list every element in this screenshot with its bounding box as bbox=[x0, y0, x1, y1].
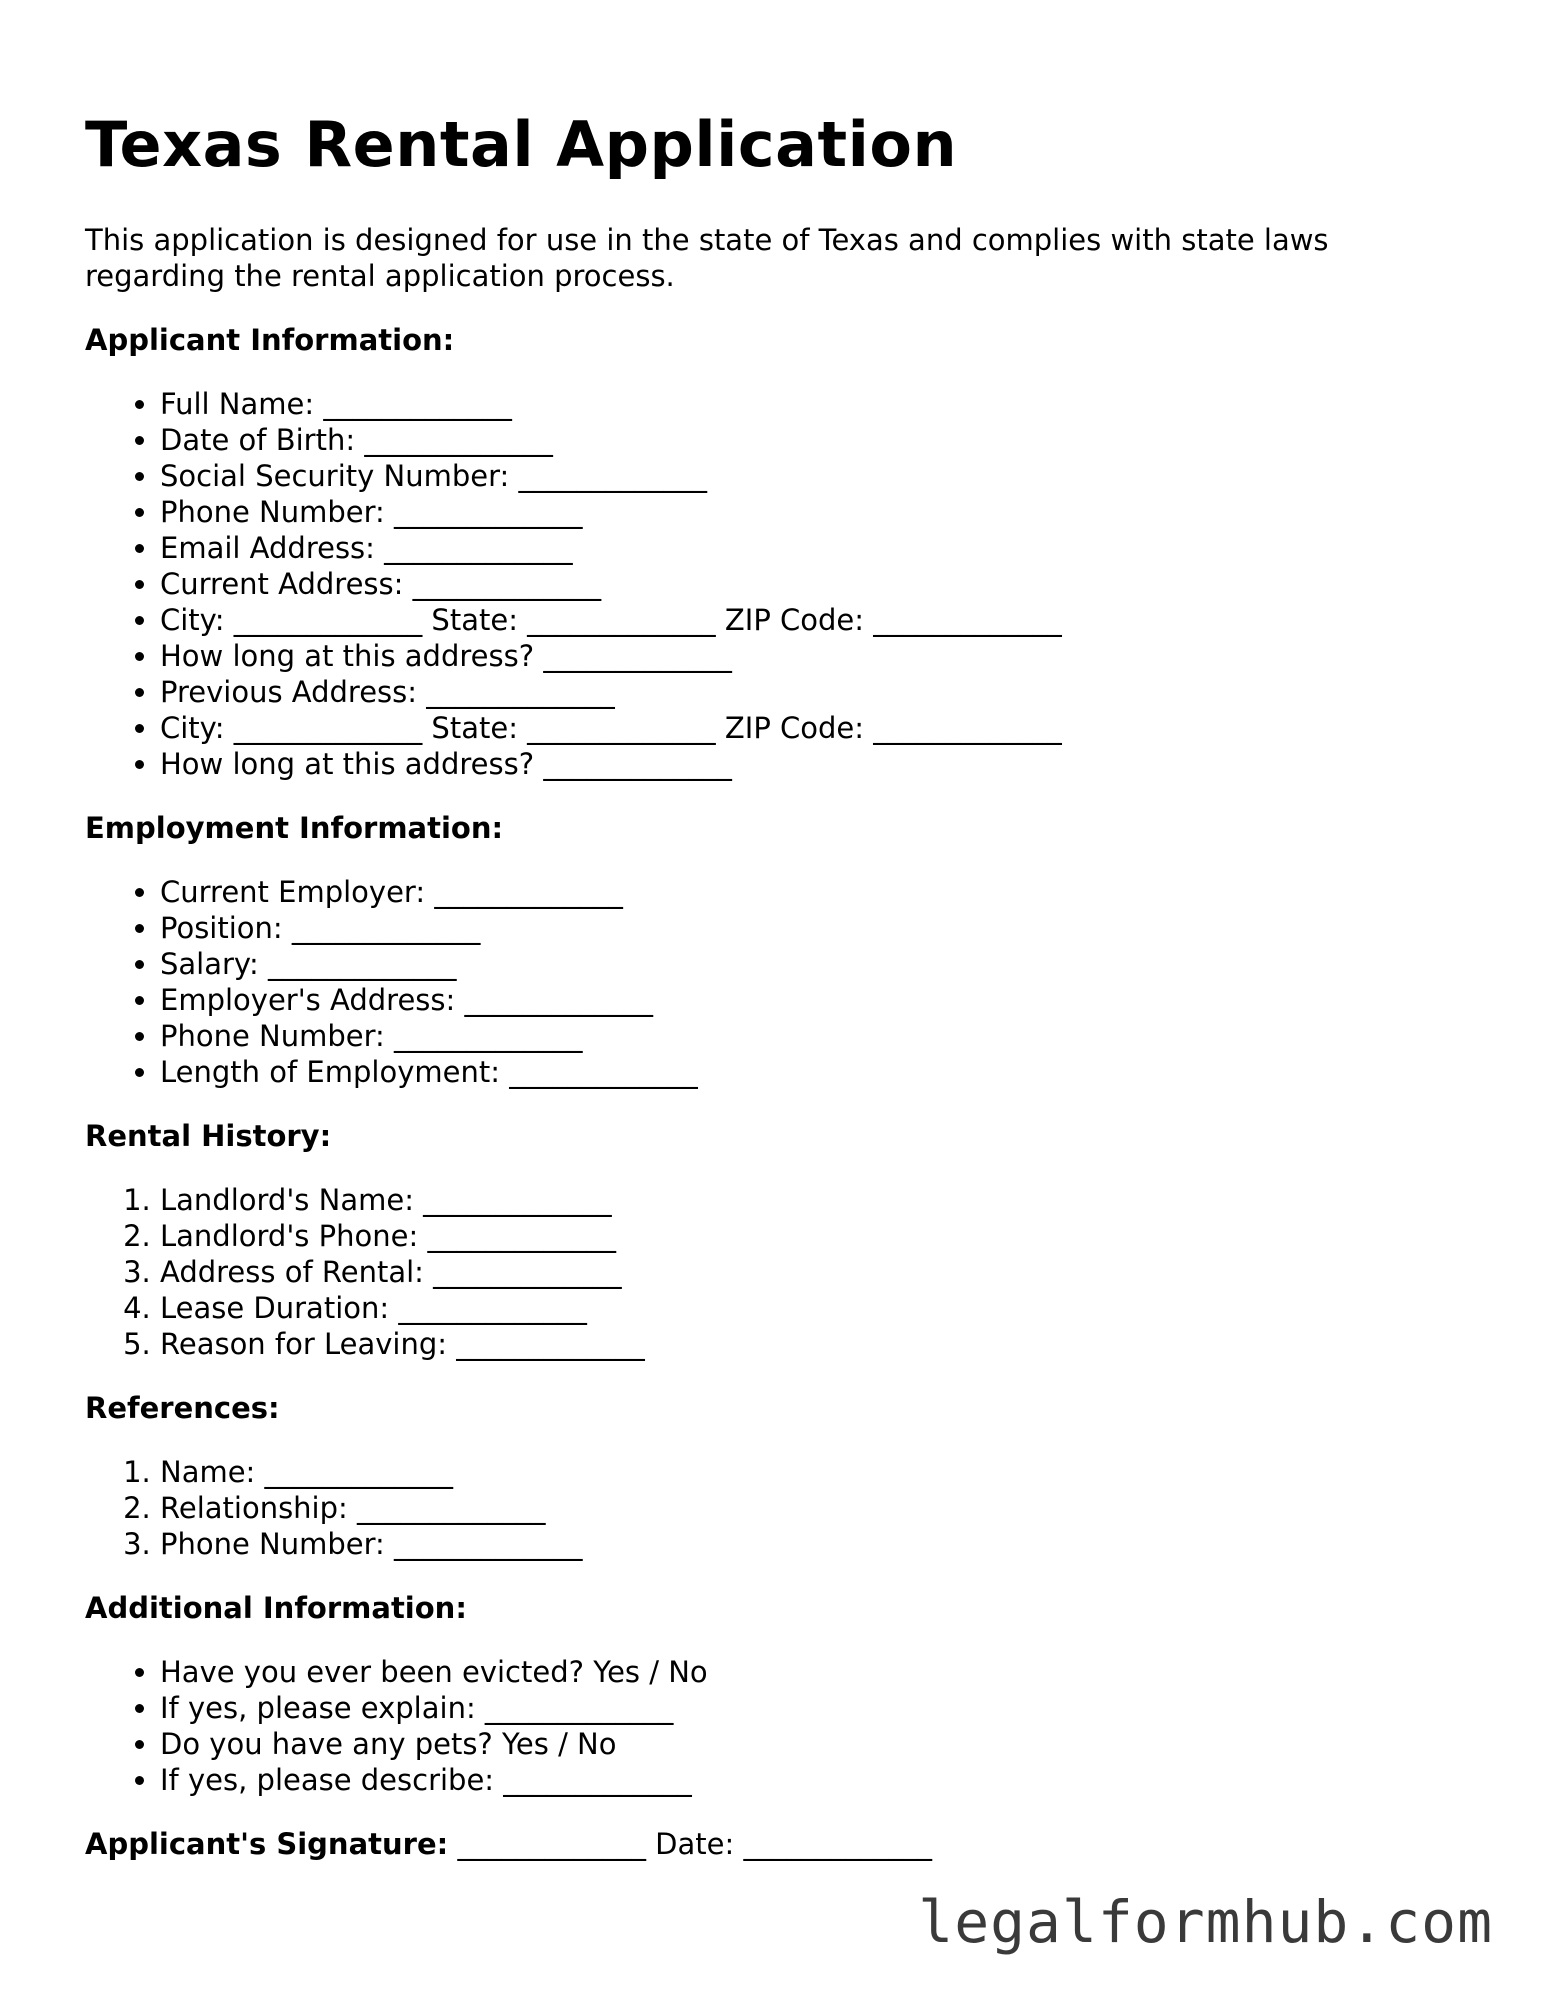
additional-info-list bbox=[85, 1654, 1485, 1798]
applicant-info-heading: Applicant Information: bbox=[85, 323, 455, 357]
list-item: • Employer's Address: _____________ bbox=[160, 982, 1485, 1018]
list-item: 1. Landlord's Name: _____________ bbox=[160, 1182, 1485, 1218]
list-item: • Phone Number: _____________ bbox=[160, 494, 1485, 530]
list-item: • Salary: _____________ bbox=[160, 946, 1485, 982]
list-item: 2. Relationship: _____________ bbox=[160, 1490, 1485, 1526]
list-item: • City: _____________ State: _____________ ZIP Code: _____________ bbox=[160, 710, 1485, 746]
rental-history-list bbox=[85, 1182, 1485, 1362]
list-item: 2. Landlord's Phone: _____________ bbox=[160, 1218, 1485, 1254]
signature-blank: _____________ bbox=[457, 1827, 646, 1861]
page-title: Texas Rental Application bbox=[85, 108, 958, 181]
list-item: 3. Phone Number: _____________ bbox=[160, 1526, 1485, 1562]
list-item: • Date of Birth: _____________ bbox=[160, 422, 1485, 458]
list-item: • Position: _____________ bbox=[160, 910, 1485, 946]
list-item: • Full Name: _____________ bbox=[160, 386, 1485, 422]
list-item: • How long at this address? _____________ bbox=[160, 746, 1485, 782]
list-item: • Email Address: _____________ bbox=[160, 530, 1485, 566]
signature-label: Applicant's Signature: bbox=[85, 1827, 449, 1861]
applicant-info-list bbox=[85, 386, 1485, 782]
date-field: Date: _____________ bbox=[655, 1827, 932, 1861]
list-item: • How long at this address? _____________ bbox=[160, 638, 1485, 674]
additional-info-heading: Additional Information: bbox=[85, 1591, 467, 1625]
references-list bbox=[85, 1454, 1485, 1562]
signature-line bbox=[85, 1826, 1485, 1862]
list-item: • Have you ever been evicted? Yes / No bbox=[160, 1654, 1485, 1690]
list-item: 4. Lease Duration: _____________ bbox=[160, 1290, 1485, 1326]
watermark-logo: legalformhub.com bbox=[918, 1888, 1493, 1956]
employment-info-heading: Employment Information: bbox=[85, 811, 504, 845]
intro-paragraph: This application is designed for use in the state of Texas and complies with state laws regarding the rental application process. bbox=[85, 223, 1329, 293]
list-item: • If yes, please explain: _____________ bbox=[160, 1690, 1485, 1726]
employment-info-list bbox=[85, 874, 1485, 1090]
list-item: • Social Security Number: _____________ bbox=[160, 458, 1485, 494]
list-item: • Do you have any pets? Yes / No bbox=[160, 1726, 1485, 1762]
list-item: • Previous Address: _____________ bbox=[160, 674, 1485, 710]
list-item: • Current Address: _____________ bbox=[160, 566, 1485, 602]
list-item: • Current Employer: _____________ bbox=[160, 874, 1485, 910]
list-item: 3. Address of Rental: _____________ bbox=[160, 1254, 1485, 1290]
list-item: • City: _____________ State: _____________ ZIP Code: _____________ bbox=[160, 602, 1485, 638]
list-item: • Length of Employment: _____________ bbox=[160, 1054, 1485, 1090]
list-item: • Phone Number: _____________ bbox=[160, 1018, 1485, 1054]
document-page bbox=[85, 108, 1485, 1862]
list-item: 5. Reason for Leaving: _____________ bbox=[160, 1326, 1485, 1362]
rental-history-heading: Rental History: bbox=[85, 1119, 332, 1153]
list-item: 1. Name: _____________ bbox=[160, 1454, 1485, 1490]
list-item: • If yes, please describe: _____________ bbox=[160, 1762, 1485, 1798]
references-heading: References: bbox=[85, 1391, 280, 1425]
